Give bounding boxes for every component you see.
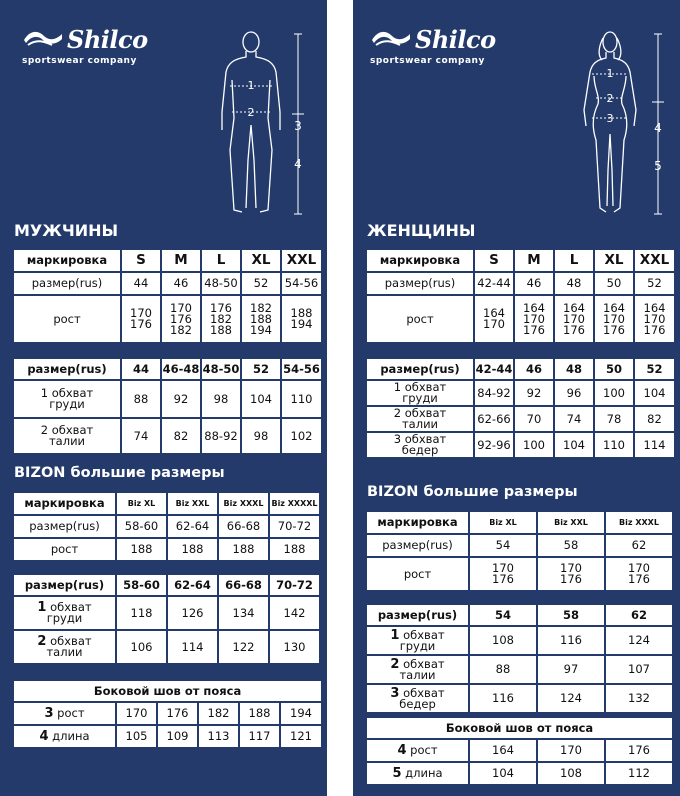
table-cell: 106 xyxy=(117,631,166,663)
table-header: S xyxy=(122,250,160,271)
table-cell: 188 xyxy=(168,539,217,560)
table-cell: рост xyxy=(14,296,120,342)
row-label: длина xyxy=(405,766,443,780)
table-cell: рост xyxy=(14,539,115,560)
table-cell: 92 xyxy=(515,381,553,405)
table-cell: 48 xyxy=(555,273,593,294)
table-cell xyxy=(14,597,115,629)
table-header: 62 xyxy=(606,605,672,625)
row-label: рост xyxy=(57,706,85,720)
table-cell: 58 xyxy=(538,535,604,556)
table-header: 46 xyxy=(515,359,553,379)
table-cell: 164 170 176 xyxy=(635,296,674,342)
table-cell: 110 xyxy=(282,381,321,417)
table-cell: 104 xyxy=(635,381,674,405)
row-label: обхват талии xyxy=(399,656,445,682)
table-header: 54-56 xyxy=(282,359,321,379)
table-cell: 132 xyxy=(606,685,672,712)
men-panel xyxy=(0,0,327,796)
table-cell: рост xyxy=(367,558,468,590)
table-cell: 70-72 xyxy=(270,516,319,537)
table-cell: 188 xyxy=(117,539,166,560)
figure-label: 2 xyxy=(247,106,255,119)
figure-label: 3 xyxy=(294,119,302,133)
table-header: 48 xyxy=(555,359,593,379)
table-cell: 188 194 xyxy=(282,296,321,342)
table-cell: 98 xyxy=(242,419,280,453)
table-cell: 84-92 xyxy=(475,381,513,405)
table-cell: 170 176 xyxy=(538,558,604,590)
table-cell: 170 176 xyxy=(122,296,160,342)
table-cell xyxy=(367,627,468,654)
table-header: 52 xyxy=(242,359,280,379)
table-title: Боковой шов от пояса xyxy=(367,718,672,738)
row-label: обхват груди xyxy=(46,600,92,625)
table-cell: 188 xyxy=(219,539,268,560)
table-cell: 97 xyxy=(538,656,604,683)
table-cell: 170 176 182 xyxy=(162,296,200,342)
table-header: размер(rus) xyxy=(367,605,468,625)
women-bizon-size-table xyxy=(365,510,674,592)
table-cell: 118 xyxy=(117,597,166,629)
row-label: обхват груди xyxy=(399,627,445,653)
table-cell: 114 xyxy=(168,631,217,663)
table-cell: размер(rus) xyxy=(367,535,468,556)
figure-label: 3 xyxy=(606,112,614,125)
table-cell: 182 xyxy=(199,703,238,724)
table-cell: 2 обхват талии xyxy=(14,419,120,453)
table-cell: 130 xyxy=(270,631,319,663)
table-cell: 62-66 xyxy=(475,407,513,431)
table-cell: 104 xyxy=(242,381,280,417)
wave-logo-icon xyxy=(370,28,412,48)
table-cell: 114 xyxy=(635,433,674,457)
women-side-seam-table xyxy=(365,716,674,786)
table-cell xyxy=(367,763,468,784)
table-cell: 170 xyxy=(538,740,604,761)
table-cell: 48-50 xyxy=(202,273,240,294)
figure-label: 4 xyxy=(654,121,662,135)
table-header: M xyxy=(162,250,200,271)
table-header: 54 xyxy=(470,605,536,625)
table-cell: 182 188 194 xyxy=(242,296,280,342)
table-title: Боковой шов от пояса xyxy=(14,681,321,701)
table-cell: 164 xyxy=(470,740,536,761)
men-title: МУЖЧИНЫ xyxy=(14,221,119,240)
men-bizon-title: BIZON большие размеры xyxy=(14,465,225,481)
table-header: XXL xyxy=(282,250,321,271)
table-cell: 188 xyxy=(240,703,279,724)
table-cell: 88 xyxy=(122,381,160,417)
figure-label: 4 xyxy=(294,157,302,171)
table-cell: 82 xyxy=(635,407,674,431)
brand-tagline: sportswear company xyxy=(22,56,137,66)
table-cell: 176 xyxy=(606,740,672,761)
table-cell xyxy=(14,703,115,724)
table-cell: размер(rus) xyxy=(367,273,473,294)
table-header: маркировка xyxy=(367,512,468,533)
women-size-table xyxy=(365,248,676,344)
figure-label: 1 xyxy=(606,67,614,80)
table-cell: размер(rus) xyxy=(14,516,115,537)
row-number: 1 xyxy=(390,627,400,643)
table-header: Biz XL xyxy=(117,493,166,514)
table-cell: 54-56 xyxy=(282,273,321,294)
table-header: 46-48 xyxy=(162,359,200,379)
table-header: Biz XXL xyxy=(538,512,604,533)
table-cell: 176 182 188 xyxy=(202,296,240,342)
table-cell: 88-92 xyxy=(202,419,240,453)
male-figure-diagram xyxy=(216,30,326,222)
table-header: 42-44 xyxy=(475,359,513,379)
table-cell: 164 170 176 xyxy=(515,296,553,342)
women-bizon-title: BIZON большие размеры xyxy=(367,484,578,500)
table-cell: размер(rus) xyxy=(14,273,120,294)
table-header: XL xyxy=(242,250,280,271)
table-cell: 116 xyxy=(538,627,604,654)
table-header: S xyxy=(475,250,513,271)
table-cell xyxy=(14,631,115,663)
table-cell xyxy=(367,740,468,761)
table-header: L xyxy=(555,250,593,271)
table-header: Biz XXXL xyxy=(219,493,268,514)
figure-label: 5 xyxy=(654,159,662,173)
table-cell: 113 xyxy=(199,726,238,747)
table-cell: 164 170 176 xyxy=(555,296,593,342)
row-number: 2 xyxy=(37,634,47,649)
table-header: Biz XXXL xyxy=(606,512,672,533)
table-cell: 116 xyxy=(470,685,536,712)
table-cell: рост xyxy=(367,296,473,342)
table-header: Biz XXXXL xyxy=(270,493,319,514)
table-cell: 164 170 xyxy=(475,296,513,342)
table-cell: 124 xyxy=(538,685,604,712)
men-bizon-size-table xyxy=(12,491,321,562)
table-header: M xyxy=(515,250,553,271)
table-header: 52 xyxy=(635,359,674,379)
table-header: 44 xyxy=(122,359,160,379)
women-title: ЖЕНЩИНЫ xyxy=(367,221,476,240)
table-cell: 109 xyxy=(158,726,197,747)
table-cell: 105 xyxy=(117,726,156,747)
table-cell: 3 обхват бедер xyxy=(367,433,473,457)
figure-label: 1 xyxy=(247,79,255,92)
table-cell: 78 xyxy=(595,407,633,431)
table-cell: 188 xyxy=(270,539,319,560)
table-cell: 70 xyxy=(515,407,553,431)
figure-label: 2 xyxy=(606,92,614,105)
table-cell: 124 xyxy=(606,627,672,654)
table-cell: 92-96 xyxy=(475,433,513,457)
table-cell: 100 xyxy=(595,381,633,405)
women-measure-table xyxy=(365,357,676,459)
table-header: 58 xyxy=(538,605,604,625)
table-header: XXL xyxy=(635,250,674,271)
table-cell xyxy=(367,656,468,683)
table-header: L xyxy=(202,250,240,271)
table-header: Biz XXL xyxy=(168,493,217,514)
table-cell: 2 обхват талии xyxy=(367,407,473,431)
table-cell: 1 обхват груди xyxy=(367,381,473,405)
table-cell: 170 176 xyxy=(606,558,672,590)
row-number: 3 xyxy=(44,706,54,721)
table-cell: 194 xyxy=(281,703,321,724)
row-number: 2 xyxy=(390,656,400,672)
brand-name: Shilco xyxy=(67,25,148,54)
table-header: размер(rus) xyxy=(367,359,473,379)
table-header: 70-72 xyxy=(270,575,319,595)
table-cell: 164 170 176 xyxy=(595,296,633,342)
table-cell: 108 xyxy=(538,763,604,784)
table-cell: 98 xyxy=(202,381,240,417)
row-label: длина xyxy=(52,729,90,743)
table-cell: 107 xyxy=(606,656,672,683)
table-header: XL xyxy=(595,250,633,271)
table-cell: 121 xyxy=(281,726,321,747)
men-bizon-measure-table xyxy=(12,573,321,665)
row-number: 4 xyxy=(39,729,49,744)
table-cell: 104 xyxy=(555,433,593,457)
table-header: маркировка xyxy=(14,493,115,514)
table-cell: 54 xyxy=(470,535,536,556)
table-cell: 44 xyxy=(122,273,160,294)
men-side-seam-table xyxy=(12,679,323,749)
table-cell: 1 обхват груди xyxy=(14,381,120,417)
table-cell: 62 xyxy=(606,535,672,556)
row-number: 1 xyxy=(37,600,47,615)
table-cell: 46 xyxy=(162,273,200,294)
table-cell: 74 xyxy=(122,419,160,453)
table-cell: 170 xyxy=(117,703,156,724)
table-cell: 108 xyxy=(470,627,536,654)
table-header: 66-68 xyxy=(219,575,268,595)
table-cell: 88 xyxy=(470,656,536,683)
table-cell: 96 xyxy=(555,381,593,405)
brand-name: Shilco xyxy=(415,25,496,54)
table-header: размер(rus) xyxy=(14,575,115,595)
women-panel xyxy=(353,0,680,796)
table-cell: 66-68 xyxy=(219,516,268,537)
brand-tagline: sportswear company xyxy=(370,56,485,66)
table-cell xyxy=(367,685,468,712)
table-cell: 82 xyxy=(162,419,200,453)
table-cell: 74 xyxy=(555,407,593,431)
table-cell: 117 xyxy=(240,726,279,747)
table-cell: 62-64 xyxy=(168,516,217,537)
row-label: обхват бедер xyxy=(399,685,445,711)
men-size-table xyxy=(12,248,323,344)
table-header: маркировка xyxy=(14,250,120,271)
table-cell: 112 xyxy=(606,763,672,784)
table-cell: 126 xyxy=(168,597,217,629)
row-number: 3 xyxy=(390,685,400,701)
table-header: размер(rus) xyxy=(14,359,120,379)
table-cell: 102 xyxy=(282,419,321,453)
table-header: маркировка xyxy=(367,250,473,271)
table-cell: 122 xyxy=(219,631,268,663)
table-cell: 46 xyxy=(515,273,553,294)
table-cell: 100 xyxy=(515,433,553,457)
table-cell: 52 xyxy=(635,273,674,294)
women-bizon-measure-table xyxy=(365,603,674,714)
table-cell: 176 xyxy=(158,703,197,724)
wave-logo-icon xyxy=(22,28,64,48)
row-number: 4 xyxy=(397,743,407,758)
row-number: 5 xyxy=(392,766,402,781)
table-cell: 58-60 xyxy=(117,516,166,537)
table-cell: 104 xyxy=(470,763,536,784)
men-measure-table xyxy=(12,357,323,455)
table-cell: 52 xyxy=(242,273,280,294)
table-header: 50 xyxy=(595,359,633,379)
row-label: рост xyxy=(410,743,438,757)
table-cell: 134 xyxy=(219,597,268,629)
table-cell: 170 176 xyxy=(470,558,536,590)
table-header: Biz XL xyxy=(470,512,536,533)
table-cell: 50 xyxy=(595,273,633,294)
table-header: 62-64 xyxy=(168,575,217,595)
table-cell: 110 xyxy=(595,433,633,457)
table-cell: 142 xyxy=(270,597,319,629)
female-figure-diagram xyxy=(580,30,680,222)
row-label: обхват талии xyxy=(46,634,92,659)
table-cell: 92 xyxy=(162,381,200,417)
table-cell xyxy=(14,726,115,747)
table-header: 48-50 xyxy=(202,359,240,379)
table-cell: 42-44 xyxy=(475,273,513,294)
table-header: 58-60 xyxy=(117,575,166,595)
